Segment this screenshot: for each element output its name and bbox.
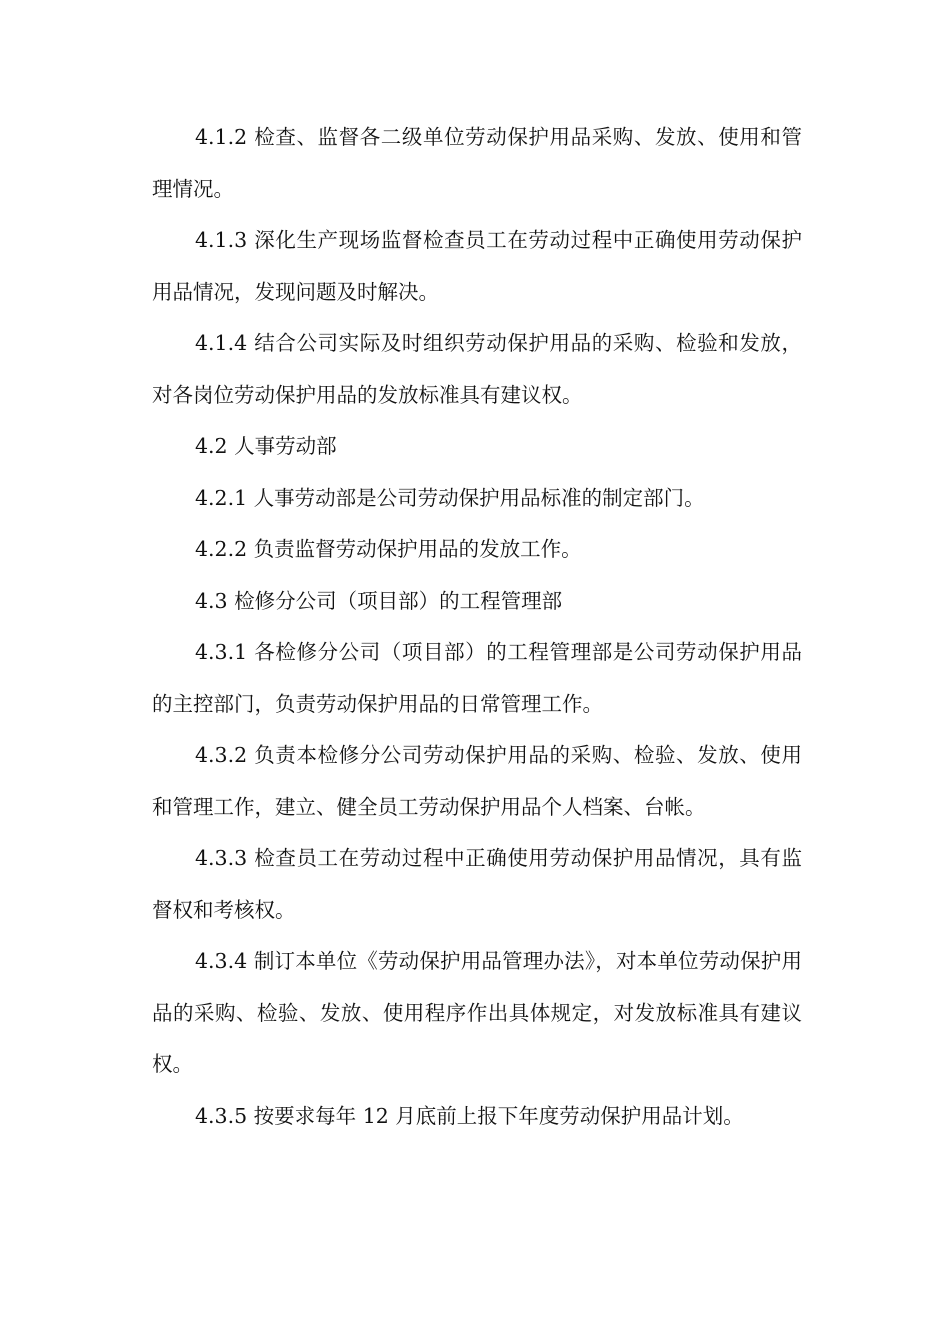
paragraph-4-3-4: 4.3.4 制订本单位《劳动保护用品管理办法》，对本单位劳动保护用品的采购、检验、发放、使用程序作出具体规定，对发放标准具有建议权。: [152, 949, 802, 1076]
paragraph-4-3-1: 4.3.1 各检修分公司（项目部）的工程管理部是公司劳动保护用品的主控部门，负责劳动保护用品的日常管理工作。: [152, 640, 802, 716]
paragraph-4-3-3: 4.3.3 检查员工在劳动过程中正确使用劳动保护用品情况，具有监督权和考核权。: [152, 846, 802, 922]
document-body: [152, 112, 802, 1142]
section-heading-4-2: 4.2 人事劳动部: [195, 434, 337, 458]
paragraph-4-1-3: 4.1.3 深化生产现场监督检查员工在劳动过程中正确使用劳动保护用品情况，发现问题及时解决。: [152, 228, 802, 304]
paragraph-4-2-2: 4.2.2 负责监督劳动保护用品的发放工作。: [195, 537, 582, 561]
paragraph-4-1-2: 4.1.2 检查、监督各二级单位劳动保护用品采购、发放、使用和管理情况。: [152, 125, 802, 201]
paragraph-4-3-5: 4.3.5 按要求每年 12 月底前上报下年度劳动保护用品计划。: [195, 1103, 744, 1128]
section-heading-4-3: 4.3 检修分公司（项目部）的工程管理部: [195, 588, 563, 613]
paragraph-4-2-1: 4.2.1 人事劳动部是公司劳动保护用品标准的制定部门。: [195, 485, 705, 510]
paragraph-4-3-2: 4.3.2 负责本检修分公司劳动保护用品的采购、检验、发放、使用和管理工作，建立、健全员工劳动保护用品个人档案、台帐。: [152, 743, 802, 819]
paragraph-4-1-4: 4.1.4 结合公司实际及时组织劳动保护用品的采购、检验和发放，对各岗位劳动保护用品的发放标准具有建议权。: [152, 331, 802, 407]
